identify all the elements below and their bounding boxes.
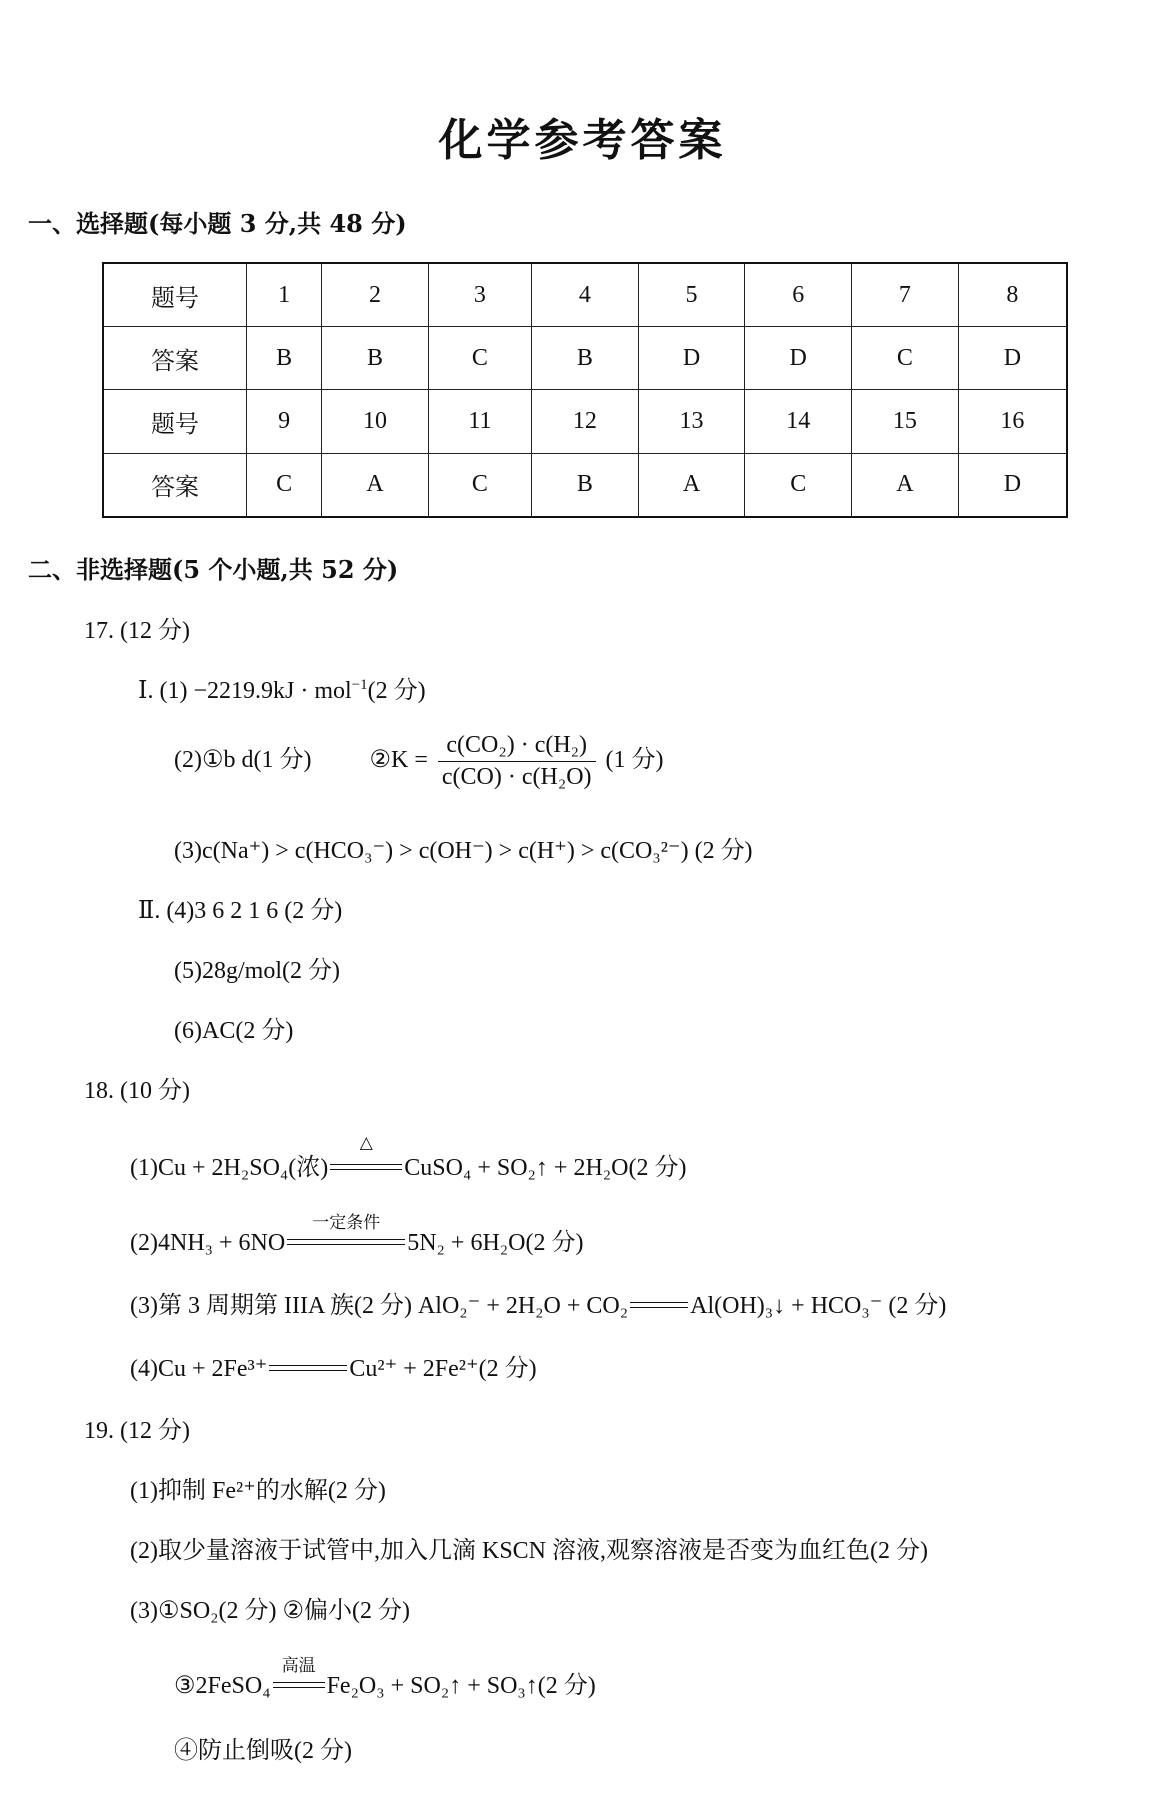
section-nonchoice-heading: 二、非选择题(5 个小题,共 52 分) bbox=[28, 555, 399, 584]
table-cell: 15 bbox=[852, 390, 959, 453]
q18-part4-left: (4)Cu + 2Fe³⁺ bbox=[130, 1356, 268, 1382]
condition-high-temp: 高温 bbox=[281, 1656, 316, 1675]
table-row bbox=[103, 263, 1067, 327]
q17-part1-tail: (2 分) bbox=[367, 678, 426, 704]
answer-table bbox=[102, 262, 1068, 518]
q17-part2-k: ②K = bbox=[369, 747, 428, 774]
page-title: 化学参考答案 bbox=[438, 115, 727, 166]
q18-part2 bbox=[130, 1213, 584, 1257]
table-cell: 8 bbox=[958, 263, 1067, 327]
table-cell: D bbox=[638, 327, 745, 390]
q18-part2-right: 5N₂ + 6H₂O(2 分) bbox=[407, 1230, 584, 1256]
table-cell: C bbox=[428, 327, 531, 390]
q17-part1 bbox=[138, 670, 426, 705]
q17-part4: Ⅱ. (4)3 6 2 1 6 (2 分) bbox=[138, 898, 343, 924]
table-cell: 6 bbox=[745, 263, 852, 327]
q17-part5: (5)28g/mol(2 分) bbox=[174, 958, 340, 984]
row-header-cell: 题号 bbox=[103, 390, 247, 453]
table-cell: A bbox=[638, 453, 745, 517]
reaction-equals bbox=[630, 1293, 688, 1320]
q18-part3-left: (3)第 3 周期第 IIIA 族(2 分) AlO₂⁻ + 2H₂O + CO₂ bbox=[130, 1293, 629, 1319]
q18-part4 bbox=[130, 1348, 537, 1383]
fraction-denominator: c(CO) · c(H₂O) bbox=[441, 764, 592, 790]
reaction-arrow-condition bbox=[287, 1213, 405, 1257]
condition-heat: △ bbox=[359, 1133, 373, 1152]
table-cell: B bbox=[532, 453, 639, 517]
condition-text: 一定条件 bbox=[312, 1213, 381, 1232]
fraction-numerator: c(CO₂) · c(H₂) bbox=[438, 732, 596, 762]
q18-part2-left: (2)4NH₃ + 6NO bbox=[130, 1230, 286, 1256]
table-cell: B bbox=[247, 327, 322, 390]
equilibrium-constant-fraction bbox=[438, 732, 596, 791]
table-cell: 4 bbox=[532, 263, 639, 327]
q19-part2: (2)取少量溶液于试管中,加入几滴 KSCN 溶液,观察溶液是否变为血红色(2 分) bbox=[130, 1538, 928, 1564]
q17-part1-text: Ⅰ. (1) −2219.9kJ · mol bbox=[138, 678, 352, 704]
q17-part1-sup: −1 bbox=[351, 677, 368, 693]
q18-heading: 18. (10 分) bbox=[84, 1078, 190, 1104]
q18-part3-right: Al(OH)₃↓ + HCO₃⁻ (2 分) bbox=[690, 1293, 947, 1319]
table-cell: 1 bbox=[247, 263, 322, 327]
q17-part2-a: (2)①b d(1 分) bbox=[174, 747, 312, 774]
row-header-cell: 答案 bbox=[103, 327, 247, 390]
table-cell: B bbox=[322, 327, 429, 390]
table-cell: 5 bbox=[638, 263, 745, 327]
q19-eq-right: Fe₂O₃ + SO₂↑ + SO₃↑(2 分) bbox=[326, 1673, 596, 1699]
double-line-sign bbox=[630, 1302, 688, 1308]
table-cell: 11 bbox=[428, 390, 531, 453]
section-choice-heading: 一、选择题(每小题 3 分,共 48 分) bbox=[28, 209, 407, 238]
q19-eq-left: ③2FeSO₄ bbox=[174, 1673, 271, 1699]
q19-heading: 19. (12 分) bbox=[84, 1418, 190, 1444]
table-cell: C bbox=[428, 453, 531, 517]
q17-part3: (3)c(Na⁺) > c(HCO₃⁻) > c(OH⁻) > c(H⁺) > c(CO₃²⁻) (2 分) bbox=[174, 838, 753, 864]
table-cell: C bbox=[852, 327, 959, 390]
q18-part4-right: Cu²⁺ + 2Fe²⁺(2 分) bbox=[349, 1356, 537, 1382]
table-cell: 12 bbox=[532, 390, 639, 453]
double-line-sign bbox=[273, 1682, 325, 1688]
q18-part1 bbox=[130, 1133, 687, 1182]
table-row bbox=[103, 453, 1067, 517]
table-cell: A bbox=[852, 453, 959, 517]
table-cell: D bbox=[958, 453, 1067, 517]
q17-part2 bbox=[174, 732, 664, 791]
double-line-sign bbox=[287, 1239, 405, 1245]
q19-part1: (1)抑制 Fe²⁺的水解(2 分) bbox=[130, 1478, 386, 1504]
double-line-sign bbox=[269, 1365, 347, 1371]
double-line-sign bbox=[330, 1164, 402, 1170]
table-cell: C bbox=[745, 453, 852, 517]
table-cell: 14 bbox=[745, 390, 852, 453]
q18-part1-left: (1)Cu + 2H₂SO₄(浓) bbox=[130, 1155, 329, 1181]
reaction-equals bbox=[269, 1356, 347, 1383]
table-cell: B bbox=[532, 327, 639, 390]
q18-part1-right: CuSO₄ + SO₂↑ + 2H₂O(2 分) bbox=[404, 1155, 687, 1181]
table-cell: D bbox=[958, 327, 1067, 390]
table-cell: 3 bbox=[428, 263, 531, 327]
q19-part4: ④防止倒吸(2 分) bbox=[174, 1738, 352, 1764]
row-header-cell: 题号 bbox=[103, 263, 247, 327]
q18-part3 bbox=[130, 1285, 946, 1320]
table-cell: A bbox=[322, 453, 429, 517]
table-row bbox=[103, 390, 1067, 453]
table-cell: 7 bbox=[852, 263, 959, 327]
row-header-cell: 答案 bbox=[103, 453, 247, 517]
table-cell: 13 bbox=[638, 390, 745, 453]
q17-heading: 17. (12 分) bbox=[84, 618, 190, 644]
reaction-arrow-heat bbox=[330, 1133, 402, 1182]
table-cell: 2 bbox=[322, 263, 429, 327]
table-cell: C bbox=[247, 453, 322, 517]
table-cell: D bbox=[745, 327, 852, 390]
table-cell: 16 bbox=[958, 390, 1067, 453]
table-cell: 9 bbox=[247, 390, 322, 453]
table-cell: 10 bbox=[322, 390, 429, 453]
q17-part2-tail: (1 分) bbox=[605, 747, 664, 774]
q19-part3: (3)①SO₂(2 分) ②偏小(2 分) bbox=[130, 1598, 411, 1624]
table-row bbox=[103, 327, 1067, 390]
q19-part3-equation bbox=[174, 1656, 596, 1700]
reaction-arrow-high-temp bbox=[273, 1656, 325, 1700]
q17-part6: (6)AC(2 分) bbox=[174, 1018, 294, 1044]
